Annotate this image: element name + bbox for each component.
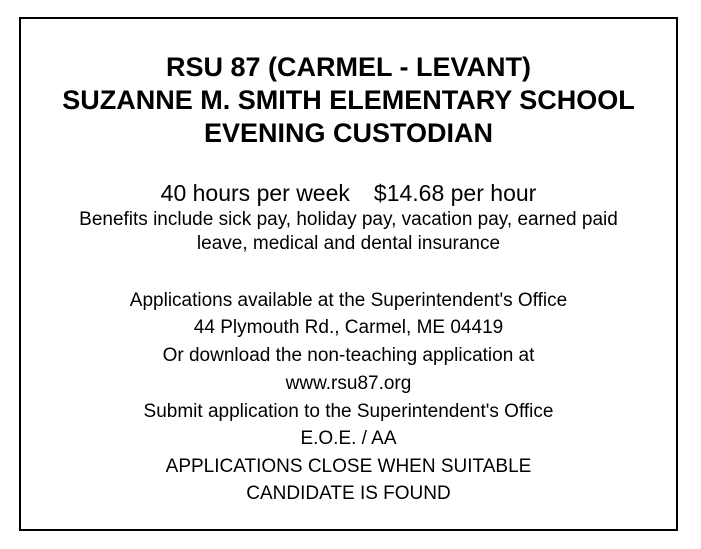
hours-pay-line: [21, 179, 676, 207]
close-notice-line-2: CANDIDATE IS FOUND: [246, 483, 451, 504]
eoe-line: E.O.E. / AA: [300, 428, 397, 449]
job-ad-frame: [19, 17, 678, 531]
district-heading: RSU 87 (CARMEL - LEVANT): [165, 52, 531, 82]
applications-available-line: Applications available at the Superintendent's Office: [129, 290, 568, 311]
pay-text: $14.68 per hour: [373, 180, 537, 206]
download-line: Or download the non-teaching application at: [162, 345, 535, 366]
close-notice-line-1: APPLICATIONS CLOSE WHEN SUITABLE: [165, 456, 532, 477]
position-heading: EVENING CUSTODIAN: [203, 118, 494, 148]
website-line: www.rsu87.org: [285, 373, 412, 394]
office-address-line: 44 Plymouth Rd., Carmel, ME 04419: [193, 317, 504, 338]
benefits-line-1: Benefits include sick pay, holiday pay, vacation pay, earned paid: [79, 209, 618, 230]
hours-text: 40 hours per week: [160, 180, 350, 206]
school-heading: SUZANNE M. SMITH ELEMENTARY SCHOOL: [62, 85, 635, 115]
submit-line: Submit application to the Superintendent's Office: [143, 401, 554, 422]
benefits-line-2: leave, medical and dental insurance: [196, 233, 501, 254]
